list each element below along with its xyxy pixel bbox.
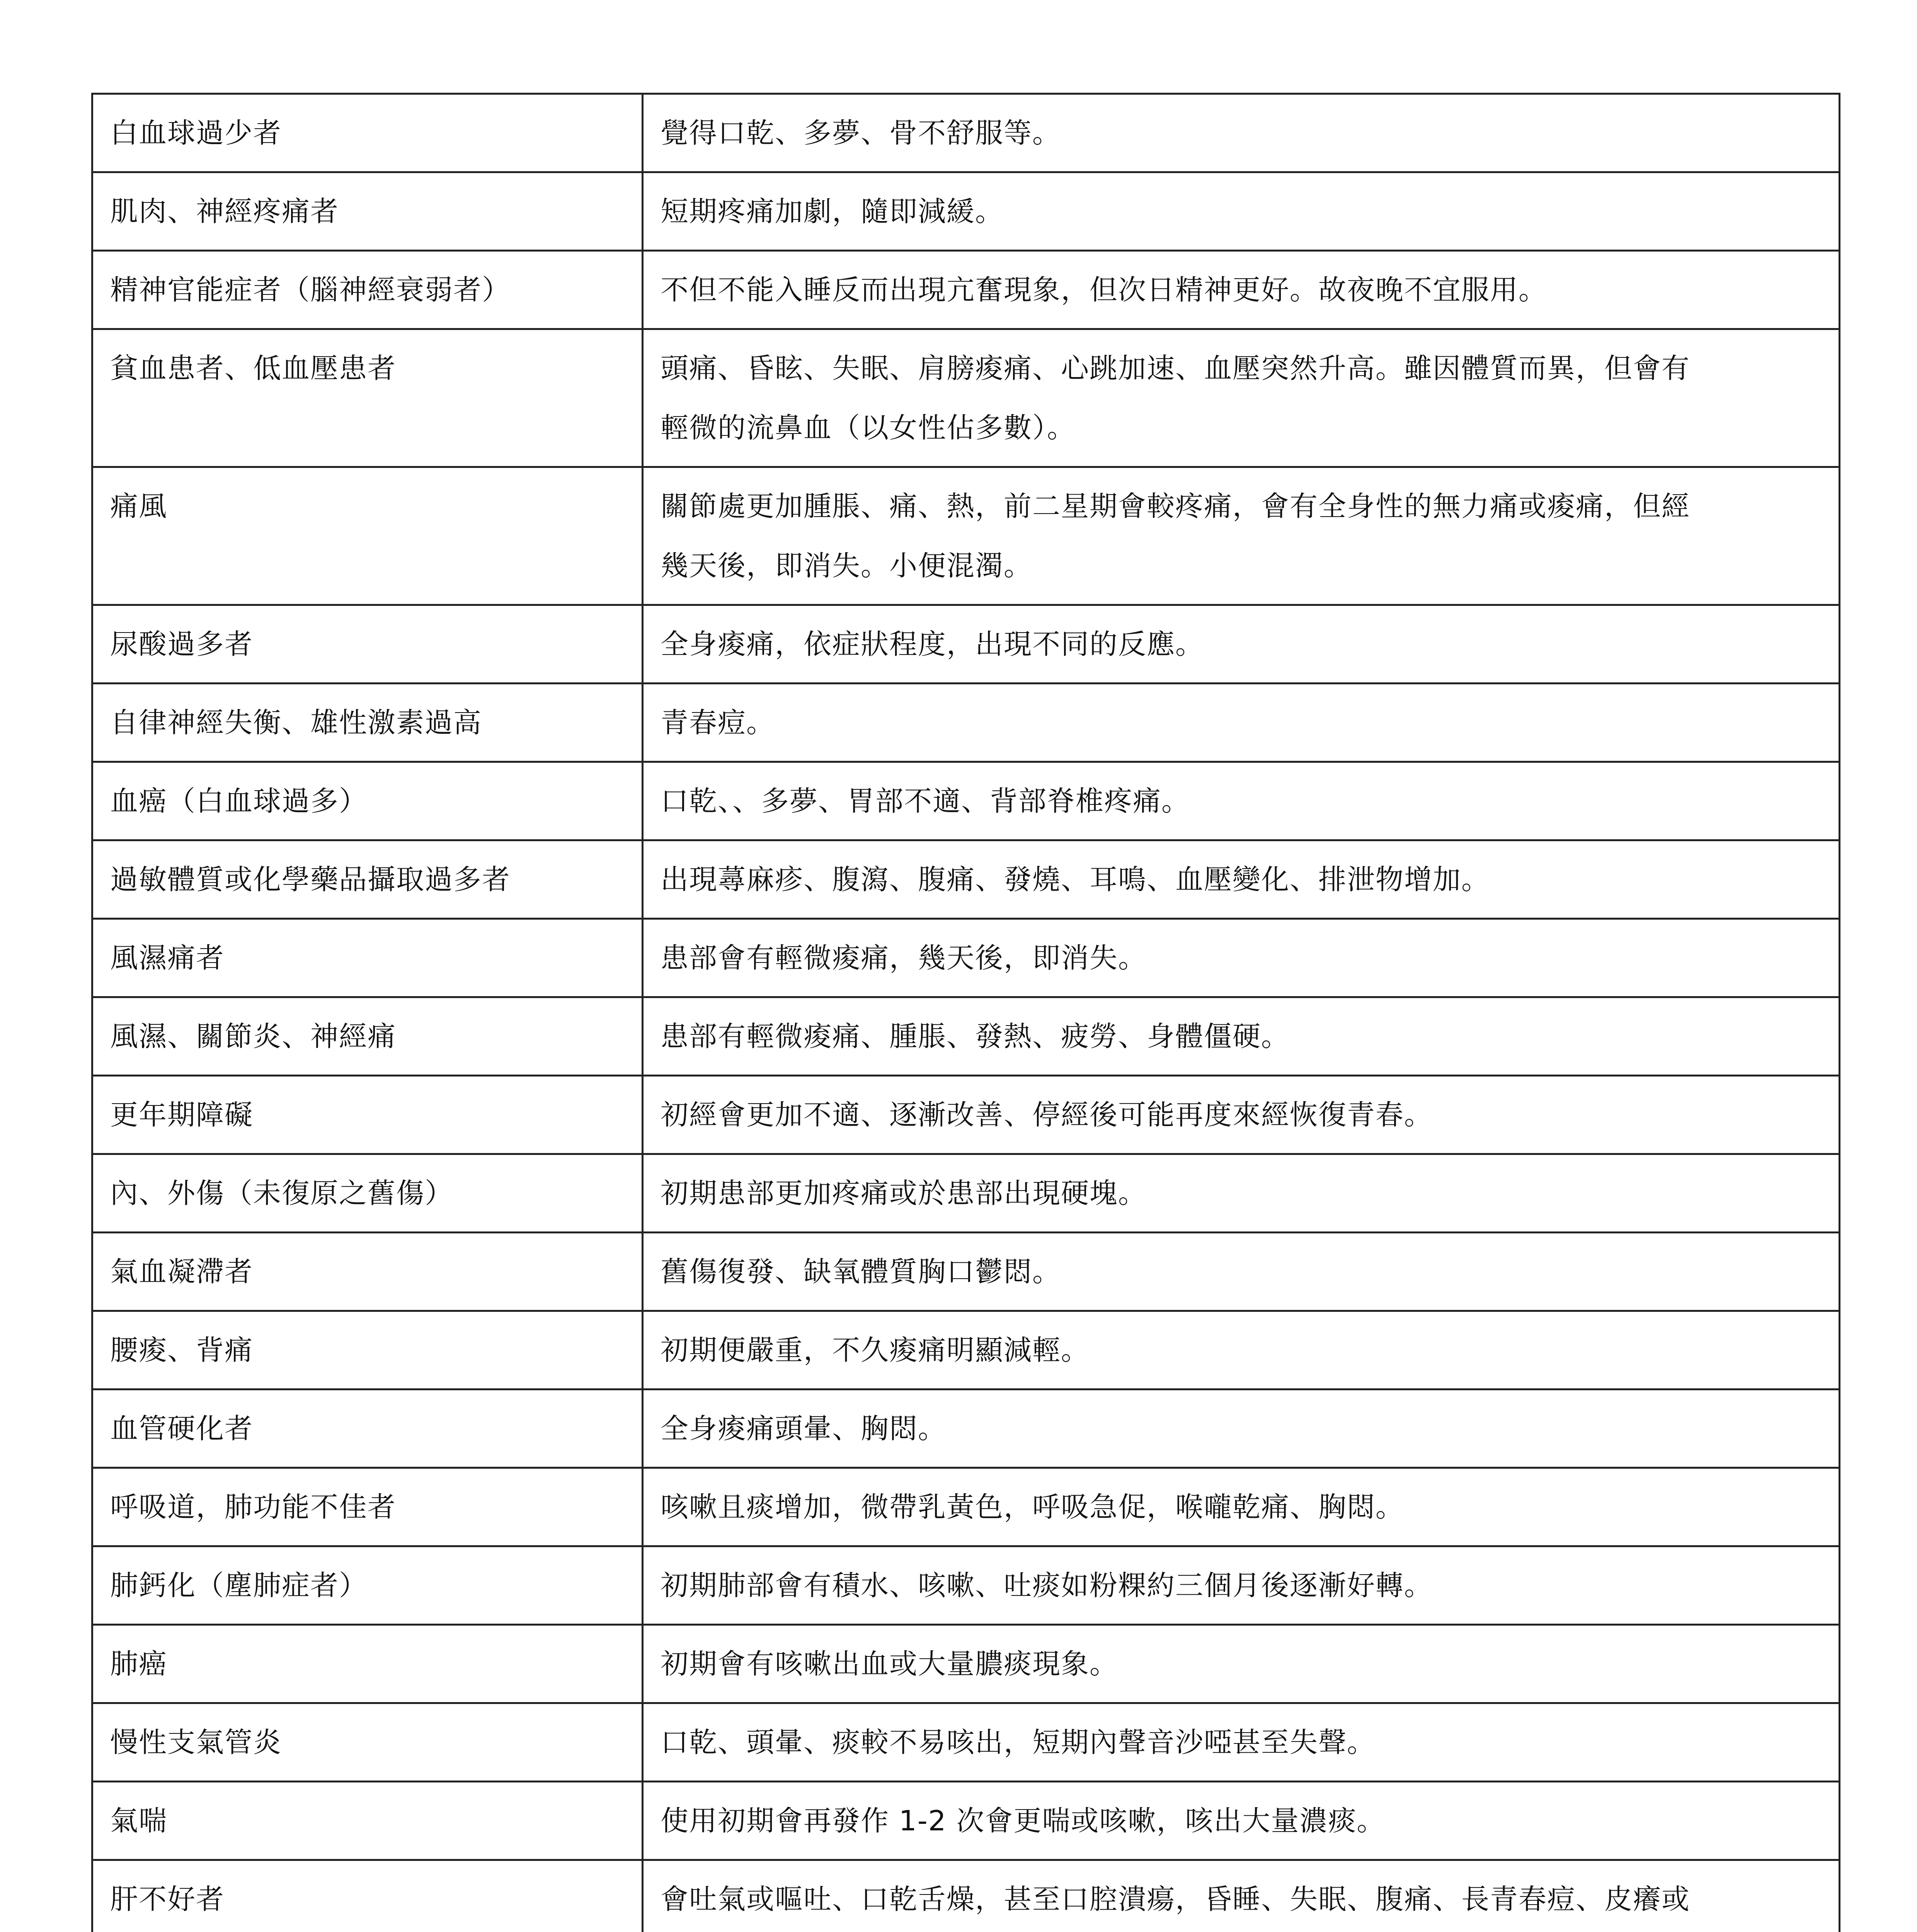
condition-cell: 肝不好者 [92,1860,643,1932]
reaction-cell [643,1311,1840,1389]
reaction-text-line: 咳嗽且痰增加，微帶乳黃色，呼吸急促，喉嚨乾痛、胸悶。 [661,1491,1405,1523]
reaction-cell [643,997,1840,1076]
reaction-cell [643,919,1840,997]
reaction-text-line: 不但不能入睡反而出現亢奮現象，但次日精神更好。故夜晚不宜服用。 [661,274,1548,306]
table-row [92,467,1840,605]
reaction-text-line: 患部有輕微痠痛、腫脹、發熱、疲勞、身體僵硬。 [661,1020,1290,1053]
reaction-cell [643,1389,1840,1468]
reaction-cell [643,172,1840,251]
reaction-cell [643,94,1840,172]
reaction-cell [643,1076,1840,1154]
reaction-text-line: 青春痘。 [661,706,775,739]
reaction-text-line: 覺得口乾、多夢、骨不舒服等。 [661,117,1061,149]
condition-cell: 尿酸過多者 [92,605,643,684]
reaction-text-line: 初期會有咳嗽出血或大量膿痰現象。 [661,1648,1119,1680]
reaction-text-line: 口乾、、多夢、胃部不適、背部脊椎疼痛。 [661,785,1190,817]
reaction-text-line: 使用初期會再發作 1-2 次會更喘或咳嗽，咳出大量濃痰。 [661,1804,1386,1837]
reaction-text-line: 初期肺部會有積水、咳嗽、吐痰如粉粿約三個月後逐漸好轉。 [661,1569,1433,1602]
reaction-cell [643,1703,1840,1782]
reaction-text-line: 頭痛、昏眩、失眠、肩膀痠痛、心跳加速、血壓突然升高。雖因體質而異，但會有 [661,352,1691,384]
condition-cell: 貧血患者、低血壓患者 [92,329,643,467]
reaction-cell [643,840,1840,919]
condition-cell: 肺癌 [92,1625,643,1703]
table-row [92,1546,1840,1625]
table-row [92,172,1840,251]
reaction-text-line: 全身痠痛頭暈、胸悶。 [661,1412,947,1445]
table-row [92,329,1840,467]
table-row [92,94,1840,172]
condition-cell: 血癌（白血球過多） [92,762,643,840]
table-row [92,1233,1840,1311]
reaction-cell [643,684,1840,762]
reaction-text-line [661,1929,1824,1932]
reaction-text-line: 幾天後，即消失。小便混濁。 [661,549,1033,582]
reaction-cell [643,329,1840,467]
table-row [92,762,1840,840]
condition-cell: 白血球過少者 [92,94,643,172]
symptom-reaction-table [91,93,1840,1932]
reaction-text-line: 全身痠痛，依症狀程度，出現不同的反應。 [661,628,1204,660]
reaction-text-line: 短期疼痛加劇，隨即減緩。 [661,195,1004,228]
condition-cell: 腰痠、背痛 [92,1311,643,1389]
table-row [92,1076,1840,1154]
table-row [92,840,1840,919]
condition-cell: 風濕、關節炎、神經痛 [92,997,643,1076]
reaction-cell [643,251,1840,329]
table-row [92,1311,1840,1389]
reaction-text-line: 初期患部更加疼痛或於患部出現硬塊。 [661,1177,1147,1209]
reaction-text-line: 初期便嚴重，不久痠痛明顯減輕。 [661,1334,1090,1366]
reaction-text-line: 出現蕁麻疹、腹瀉、腹痛、發燒、耳鳴、血壓變化、排泄物增加。 [661,863,1490,896]
table-body [92,94,1840,1932]
condition-cell: 血管硬化者 [92,1389,643,1468]
reaction-cell [643,467,1840,605]
condition-cell: 自律神經失衡、雄性激素過高 [92,684,643,762]
reaction-cell [643,1546,1840,1625]
reaction-cell [643,605,1840,684]
table-row [92,1389,1840,1468]
reaction-cell [643,762,1840,840]
condition-cell: 氣喘 [92,1782,643,1860]
reaction-cell [643,1860,1840,1932]
table-row [92,1625,1840,1703]
reaction-text-line: 輕微的流鼻血（以女性佔多數）。 [661,412,1076,444]
table-row [92,997,1840,1076]
condition-cell: 氣血凝滯者 [92,1233,643,1311]
condition-cell: 呼吸道，肺功能不佳者 [92,1468,643,1546]
reaction-cell [643,1782,1840,1860]
reaction-text-line: 口乾、頭暈、痰較不易咳出，短期內聲音沙啞甚至失聲。 [661,1726,1376,1759]
condition-cell: 肺鈣化（塵肺症者） [92,1546,643,1625]
condition-cell: 過敏體質或化學藥品攝取過多者 [92,840,643,919]
reaction-text-line: 關節處更加腫脹、痛、熱，前二星期會較疼痛，會有全身性的無力痛或痠痛，但經 [661,490,1691,522]
condition-cell: 內、外傷（未復原之舊傷） [92,1154,643,1233]
condition-cell: 慢性支氣管炎 [92,1703,643,1782]
reaction-cell [643,1625,1840,1703]
condition-cell: 肌肉、神經疼痛者 [92,172,643,251]
table-row [92,1860,1840,1932]
table-row [92,1468,1840,1546]
reaction-cell [643,1468,1840,1546]
reaction-cell [643,1154,1840,1233]
table-row [92,1782,1840,1860]
reaction-text-line: 會吐氣或嘔吐、口乾舌燥，甚至口腔潰瘍，昏睡、失眠、腹痛、長青春痘、皮癢或 [661,1883,1691,1915]
table-row [92,684,1840,762]
table-row [92,919,1840,997]
condition-cell: 痛風 [92,467,643,605]
reaction-text-line: 舊傷復發、缺氧體質胸口鬱悶。 [661,1255,1061,1288]
reaction-text-line: 患部會有輕微痠痛，幾天後，即消失。 [661,942,1147,974]
condition-cell: 精神官能症者（腦神經衰弱者） [92,251,643,329]
condition-cell: 風濕痛者 [92,919,643,997]
table-row [92,1154,1840,1233]
reaction-cell [643,1233,1840,1311]
reaction-text-line: 初經會更加不適、逐漸改善、停經後可能再度來經恢復青春。 [661,1099,1433,1131]
table-row [92,605,1840,684]
table-row [92,1703,1840,1782]
table-row [92,251,1840,329]
condition-cell: 更年期障礙 [92,1076,643,1154]
